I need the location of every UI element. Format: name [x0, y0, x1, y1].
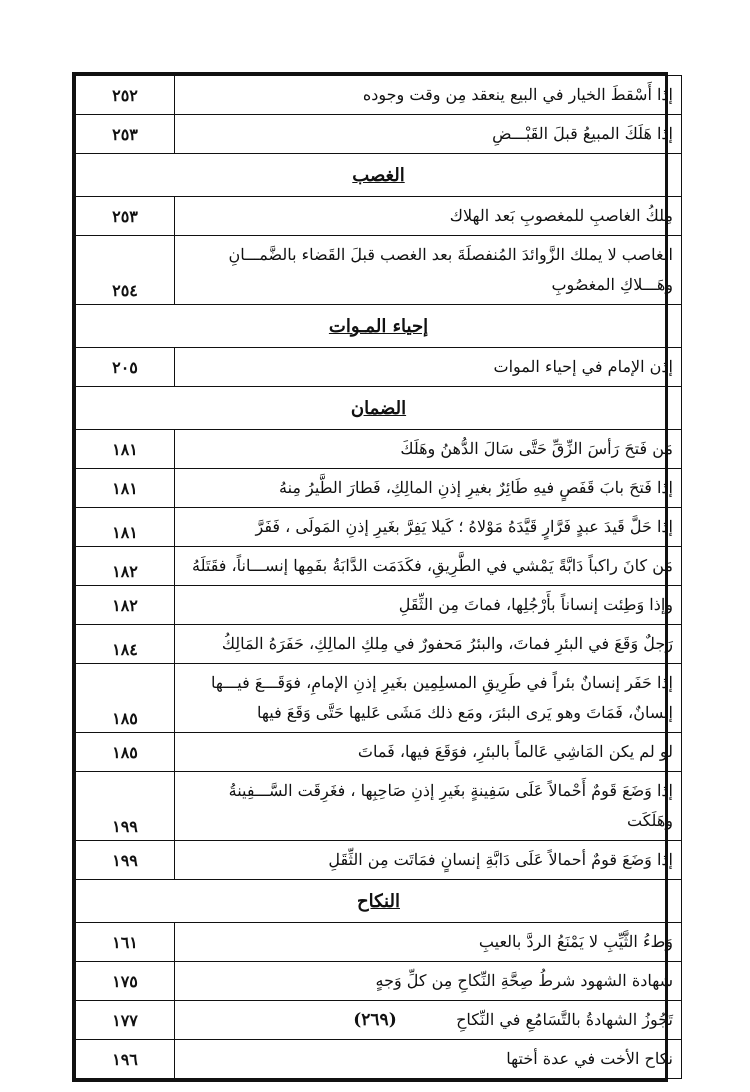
entry-text: إذا أَسْقطَ الخيار في البيع ينعقد مِن وقت وجوده: [175, 76, 682, 115]
entry-text: إذن الإمام في إحياء الموات: [175, 348, 682, 387]
index-table: [75, 75, 682, 1079]
index-entry-row: [76, 586, 682, 625]
entry-text: إذا هَلَكَ المبيعُ قبلَ القَبْـــضِ: [175, 115, 682, 154]
entry-page-number: ٢٠٥: [76, 348, 175, 387]
entry-text: وإذا وَطِئت إنساناً بأَرْجُلِها، فماتَ مِن الثِّقَلِ: [175, 586, 682, 625]
entry-text: إذا حَفَر إنسانٌ بئراً في طَرِيقِ المسلِمِين بغَيرِ إذنِ الإمامِ، فوَقَـــعَ فيـــها إنسانٌ، فَمَاتَ وهو يَرى البئرَ، ومَع ذلك مَشَى عَليها حَتَّى وَقَعَ فيها: [175, 664, 682, 733]
entry-text: مِلكُ الغاصبِ للمغصوبِ بَعد الهلاك: [175, 197, 682, 236]
index-entry-row: [76, 197, 682, 236]
entry-page-number: ٢٥٢: [76, 76, 175, 115]
entry-text: إذا وَضَعَ قومٌ أحمالاً عَلَى دَابَّةِ إنسانٍ فمَاتَت مِن الثِّقَلِ: [175, 841, 682, 880]
index-entry-row: [76, 841, 682, 880]
entry-text: إذا حَلَّ قَيدَ عبدٍ فَرَّارٍ قَيَّدَهُ مَوْلاهُ ؛ كَيلا يَفِرَّ بغَيرِ إذنِ المَولَى ، فَفَرَّ: [175, 508, 682, 547]
entry-page-number: ١٩٩: [76, 841, 175, 880]
entry-page-number: ١٨٢: [76, 586, 175, 625]
section-heading-row: [76, 305, 682, 348]
entry-page-number: ١٩٩: [76, 772, 175, 841]
section-heading: إحياء المـوات: [76, 305, 682, 348]
entry-page-number: ٢٥٤: [76, 236, 175, 305]
entry-page-number: ١٦١: [76, 923, 175, 962]
entry-page-number: ١٧٥: [76, 962, 175, 1001]
entry-text: مَن فَتحَ رَأسَ الزِّقِّ حَتَّى سَالَ الدُّهنُ وهَلَكَ: [175, 430, 682, 469]
index-entry-row: [76, 430, 682, 469]
index-entry-row: [76, 625, 682, 664]
entry-text: نكاح الأخت في عدة أختها: [175, 1040, 682, 1079]
entry-text: وَطءُ الثَّيِّبِ لا يَمْنَعُ الردَّ بالعيبِ: [175, 923, 682, 962]
section-heading-row: [76, 880, 682, 923]
entry-page-number: ٢٥٣: [76, 197, 175, 236]
index-entry-row: [76, 547, 682, 586]
entry-page-number: ٢٥٣: [76, 115, 175, 154]
index-entry-row: [76, 962, 682, 1001]
index-entry-row: [76, 733, 682, 772]
entry-text: إذا فَتحَ بابَ قَفَصٍ فيهِ طَائِرٌ بغيرِ إذنِ المالِكِ، فَطارَ الطَّيرُ مِنهُ: [175, 469, 682, 508]
entry-text: لو لم يكن المَاشِي عَالماً بالبئرِ، فوَقَعَ فيها، فَماتَ: [175, 733, 682, 772]
entry-page-number: ١٨٥: [76, 664, 175, 733]
index-entry-row: [76, 115, 682, 154]
entry-page-number: ١٨١: [76, 430, 175, 469]
section-heading: الغصب: [76, 154, 682, 197]
index-entry-row: [76, 664, 682, 733]
section-heading-row: [76, 387, 682, 430]
entry-text: إذا وَضَعَ قَومٌ أَحْمالاً عَلَى سَفِينةٍ بغَيرِ إذنِ صَاحِبِها ، فغَرِقَت السَّـــفِينةُ وهَلَكَت: [175, 772, 682, 841]
entry-page-number: ١٨١: [76, 508, 175, 547]
section-heading: الضمان: [76, 387, 682, 430]
entry-page-number: ١٨٥: [76, 733, 175, 772]
entry-page-number: ١٨٤: [76, 625, 175, 664]
section-heading-row: [76, 154, 682, 197]
index-entry-row: [76, 348, 682, 387]
index-entry-row: [76, 76, 682, 115]
index-entry-row: [76, 236, 682, 305]
entry-page-number: ١٨٢: [76, 547, 175, 586]
entry-text: شهادة الشهود شرطُ صِحَّةِ النِّكاحِ مِن كلِّ وَجهٍ: [175, 962, 682, 1001]
index-entry-row: [76, 923, 682, 962]
index-entry-row: [76, 1040, 682, 1079]
index-entry-row: [76, 469, 682, 508]
index-entry-row: [76, 508, 682, 547]
entry-page-number: ١٩٦: [76, 1040, 175, 1079]
entry-page-number: ١٨١: [76, 469, 175, 508]
index-table-frame: [72, 72, 673, 1082]
entry-text: مَن كانَ راكباً دَابَّةً يَمْشي في الطَّرِيقِ، فكَدَمَت الدَّابَةُ بفَمِها إنســـاناً، فقَتَلَهُ: [175, 547, 682, 586]
entry-text: رَجلٌ وَقَعَ في البئرِ فماتَ، والبئرُ مَحفورٌ في مِلكِ المالِكِ، حَفَرَهُ المَالِكُ: [175, 625, 682, 664]
page-number: (٢٦٩): [353, 1010, 397, 1030]
entry-page-number: ١٧٧: [76, 1001, 175, 1040]
entry-text: الغاصب لا يملك الزَّوائدَ المُنفصلَةَ بعد الغصب قبلَ القَضاء بالضَّمـــانِ وهَـــلاكِ المغصُوبِ: [175, 236, 682, 305]
section-heading: النكاح: [76, 880, 682, 923]
index-entry-row: [76, 772, 682, 841]
entry-text: تَجُوزُ الشهادةُ بالتَّسَامُعِ في النِّكاحِ: [175, 1001, 682, 1040]
